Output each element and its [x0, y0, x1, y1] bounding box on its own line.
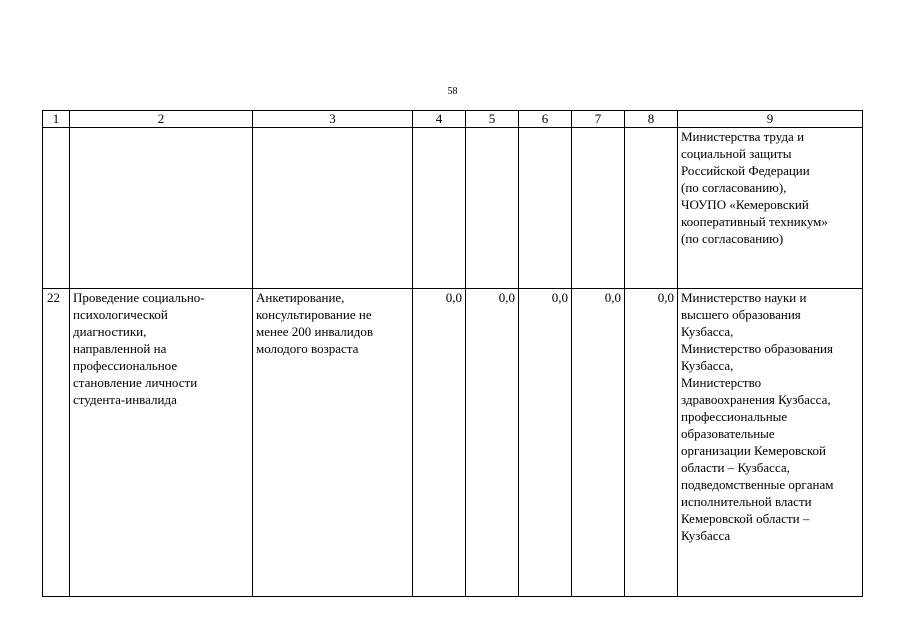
- header-row: [43, 111, 863, 128]
- value-cell-8: 0,0: [625, 289, 678, 597]
- event-line: направленной на: [73, 341, 167, 356]
- value-cell-6: 0,0: [519, 289, 572, 597]
- executor-line: подведомственные органам: [681, 477, 834, 492]
- executor-cell: [678, 289, 863, 597]
- event-line: психологической: [73, 307, 168, 322]
- executor-line: образовательные: [681, 426, 775, 441]
- cell-empty: [43, 128, 70, 289]
- measures-table: [42, 110, 863, 597]
- result-line: молодого возраста: [256, 341, 359, 356]
- value-cell-4: 0,0: [413, 289, 466, 597]
- event-line: становление личности: [73, 375, 198, 390]
- executor-line: социальной защиты: [681, 146, 792, 161]
- page-number: 58: [447, 86, 458, 97]
- event-line: Проведение социально-: [73, 290, 205, 305]
- cell-empty: [625, 128, 678, 289]
- header-cell-7: 7: [572, 111, 625, 128]
- executor-line: кооперативный техникум»: [681, 214, 828, 229]
- result-line: Анкетирование,: [256, 290, 345, 305]
- header-cell-3: 3: [253, 111, 413, 128]
- cell-empty: [253, 128, 413, 289]
- header-cell-8: 8: [625, 111, 678, 128]
- executor-line: высшего образования: [681, 307, 801, 322]
- executor-line: Кузбасса,: [681, 324, 734, 339]
- cell-empty: [413, 128, 466, 289]
- value-cell-7: 0,0: [572, 289, 625, 597]
- table-row-22: [43, 289, 863, 597]
- executor-line: ЧОУПО «Кемеровский: [681, 197, 809, 212]
- executor-line: (по согласованию),: [681, 180, 787, 195]
- result-line: консультирование не: [256, 307, 372, 322]
- header-cell-2: 2: [70, 111, 253, 128]
- executor-line: Министерство науки и: [681, 290, 807, 305]
- executor-line: организации Кемеровской: [681, 443, 826, 458]
- value-cell-5: 0,0: [466, 289, 519, 597]
- executor-line: Кузбасса: [681, 528, 731, 543]
- header-cell-5: 5: [466, 111, 519, 128]
- executor-line: Кемеровской области –: [681, 511, 810, 526]
- table-row-continuation: [43, 128, 863, 289]
- event-line: профессиональное: [73, 358, 178, 373]
- executor-cell-continuation: [678, 128, 863, 289]
- cell-empty: [466, 128, 519, 289]
- cell-empty: [70, 128, 253, 289]
- executor-line: (по согласованию): [681, 231, 784, 246]
- executor-line: Министерство: [681, 375, 762, 390]
- executor-line: исполнительной власти: [681, 494, 812, 509]
- cell-empty: [572, 128, 625, 289]
- event-line: диагностики,: [73, 324, 147, 339]
- executor-line: профессиональные: [681, 409, 788, 424]
- header-cell-4: 4: [413, 111, 466, 128]
- event-line: студента-инвалида: [73, 392, 177, 407]
- executor-line: Министерства труда и: [681, 129, 805, 144]
- row-number: 22: [43, 289, 70, 597]
- result-line: менее 200 инвалидов: [256, 324, 373, 339]
- executor-line: области – Кузбасса,: [681, 460, 790, 475]
- header-cell-9: 9: [678, 111, 863, 128]
- executor-line: здравоохранения Кузбасса,: [681, 392, 831, 407]
- executor-line: Кузбасса,: [681, 358, 734, 373]
- result-cell: [253, 289, 413, 597]
- header-cell-1: 1: [43, 111, 70, 128]
- executor-line: Министерство образования: [681, 341, 833, 356]
- cell-empty: [519, 128, 572, 289]
- header-cell-6: 6: [519, 111, 572, 128]
- executor-line: Российской Федерации: [681, 163, 810, 178]
- event-cell: [70, 289, 253, 597]
